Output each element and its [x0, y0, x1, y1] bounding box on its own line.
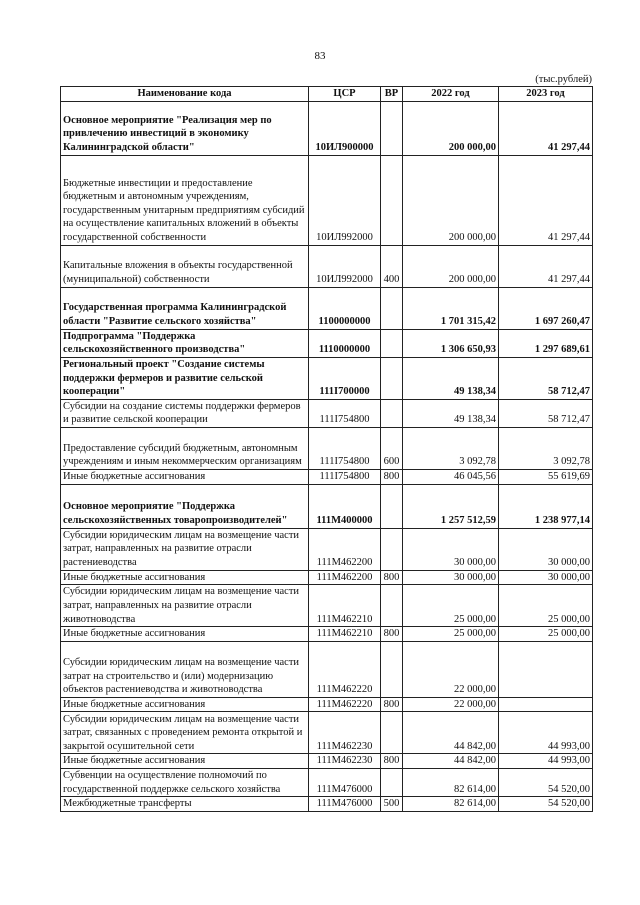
row-csr: 111М462210 — [309, 585, 381, 627]
row-name: Субвенции на осуществление полномочий по государственной поддержке сельского хозяйства — [61, 768, 309, 796]
col-header-2023: 2023 год — [499, 87, 593, 102]
table-row — [61, 768, 593, 796]
row-csr: 111М462200 — [309, 570, 381, 585]
row-value-2023: 30 000,00 — [499, 528, 593, 570]
table-row — [61, 697, 593, 712]
row-value-2023: 1 238 977,14 — [499, 484, 593, 528]
col-header-csr: ЦСР — [309, 87, 381, 102]
row-value-2022: 200 000,00 — [403, 155, 499, 245]
table-row — [61, 585, 593, 627]
row-value-2022: 30 000,00 — [403, 570, 499, 585]
row-name: Капитальные вложения в объекты государственной (муниципальной) собственности — [61, 245, 309, 287]
table-row — [61, 245, 593, 287]
row-vr — [381, 101, 403, 155]
row-value-2023: 54 520,00 — [499, 797, 593, 812]
table-row — [61, 329, 593, 357]
row-name: Предоставление субсидий бюджетным, автономным учреждениям и иным некоммерческим организациям — [61, 427, 309, 469]
row-csr: 111М462200 — [309, 528, 381, 570]
page-number: 83 — [314, 50, 326, 62]
row-csr: 111М400000 — [309, 484, 381, 528]
row-name: Бюджетные инвестиции и предоставление бюджетным и автономным учреждениям, государственным унитарным предприятиям субсидий на осуществление капитальных вложений в объекты государственной собственности — [61, 155, 309, 245]
row-value-2022: 82 614,00 — [403, 797, 499, 812]
table-row — [61, 357, 593, 399]
row-vr: 500 — [381, 797, 403, 812]
row-csr: 10ИЛ992000 — [309, 155, 381, 245]
table-body — [61, 101, 593, 811]
row-csr: 111I754800 — [309, 469, 381, 484]
row-value-2022: 22 000,00 — [403, 641, 499, 697]
row-name: Основное мероприятие "Реализация мер по привлечению инвестиций в экономику Калининградской области" — [61, 101, 309, 155]
row-value-2023: 25 000,00 — [499, 585, 593, 627]
table-header-row — [61, 87, 593, 102]
row-name: Иные бюджетные ассигнования — [61, 570, 309, 585]
row-value-2022: 49 138,34 — [403, 357, 499, 399]
row-value-2023: 25 000,00 — [499, 627, 593, 642]
row-vr — [381, 528, 403, 570]
col-header-2022: 2022 год — [403, 87, 499, 102]
row-value-2023: 44 993,00 — [499, 712, 593, 754]
row-vr: 400 — [381, 245, 403, 287]
row-vr: 600 — [381, 427, 403, 469]
row-csr: 1100000000 — [309, 287, 381, 329]
row-vr — [381, 641, 403, 697]
table-row — [61, 287, 593, 329]
row-value-2022: 25 000,00 — [403, 585, 499, 627]
row-name: Региональный проект "Создание системы поддержки фермеров и развитие сельской кооперации" — [61, 357, 309, 399]
row-vr: 800 — [381, 570, 403, 585]
row-name: Иные бюджетные ассигнования — [61, 754, 309, 769]
row-value-2022: 82 614,00 — [403, 768, 499, 796]
row-vr — [381, 287, 403, 329]
row-csr: 111М476000 — [309, 797, 381, 812]
table-row — [61, 570, 593, 585]
col-header-name: Наименование кода — [61, 87, 309, 102]
row-value-2022: 30 000,00 — [403, 528, 499, 570]
row-name: Государственная программа Калининградской области "Развитие сельского хозяйства" — [61, 287, 309, 329]
row-value-2022: 44 842,00 — [403, 754, 499, 769]
row-vr — [381, 768, 403, 796]
row-csr: 111М462220 — [309, 641, 381, 697]
row-vr — [381, 329, 403, 357]
row-csr: 111М476000 — [309, 768, 381, 796]
table-row — [61, 469, 593, 484]
table-row — [61, 484, 593, 528]
row-value-2022: 1 701 315,42 — [403, 287, 499, 329]
row-value-2023: 1 697 260,47 — [499, 287, 593, 329]
row-value-2022: 1 257 512,59 — [403, 484, 499, 528]
table-row — [61, 627, 593, 642]
row-value-2022: 25 000,00 — [403, 627, 499, 642]
row-csr: 111М462210 — [309, 627, 381, 642]
row-value-2023: 1 297 689,61 — [499, 329, 593, 357]
row-value-2023: 41 297,44 — [499, 245, 593, 287]
row-csr: 10ИЛ992000 — [309, 245, 381, 287]
row-vr — [381, 399, 403, 427]
row-value-2023: 41 297,44 — [499, 101, 593, 155]
row-vr: 800 — [381, 469, 403, 484]
row-name: Иные бюджетные ассигнования — [61, 627, 309, 642]
row-value-2022: 44 842,00 — [403, 712, 499, 754]
row-vr: 800 — [381, 627, 403, 642]
row-vr: 800 — [381, 697, 403, 712]
row-name: Субсидии юридическим лицам на возмещение части затрат, направленных на развитие отрасли растениеводства — [61, 528, 309, 570]
table-row — [61, 101, 593, 155]
row-value-2022: 200 000,00 — [403, 101, 499, 155]
row-name: Основное мероприятие "Поддержка сельскохозяйственных товаропроизводителей" — [61, 484, 309, 528]
row-name: Субсидии на создание системы поддержки фермеров и развитие сельской кооперации — [61, 399, 309, 427]
row-csr: 1110000000 — [309, 329, 381, 357]
row-value-2023: 58 712,47 — [499, 399, 593, 427]
row-name: Межбюджетные трансферты — [61, 797, 309, 812]
row-name: Подпрограмма "Поддержка сельскохозяйственного производства" — [61, 329, 309, 357]
row-name: Иные бюджетные ассигнования — [61, 697, 309, 712]
row-csr: 111I754800 — [309, 427, 381, 469]
row-name: Субсидии юридическим лицам на возмещение части затрат на строительство и (или) модернизацию объектов растениеводства и животноводства — [61, 641, 309, 697]
row-vr — [381, 155, 403, 245]
table-row — [61, 155, 593, 245]
table-row — [61, 797, 593, 812]
row-name: Субсидии юридическим лицам на возмещение части затрат, направленных на развитие отрасли животноводства — [61, 585, 309, 627]
row-csr: 10ИЛ900000 — [309, 101, 381, 155]
row-value-2022: 46 045,56 — [403, 469, 499, 484]
row-value-2023: 3 092,78 — [499, 427, 593, 469]
row-vr — [381, 712, 403, 754]
budget-table — [60, 86, 593, 812]
row-value-2023: 41 297,44 — [499, 155, 593, 245]
row-vr — [381, 357, 403, 399]
row-value-2023: 58 712,47 — [499, 357, 593, 399]
row-csr: 111М462230 — [309, 754, 381, 769]
col-header-vr: ВР — [381, 87, 403, 102]
row-csr: 111I700000 — [309, 357, 381, 399]
row-value-2022: 200 000,00 — [403, 245, 499, 287]
row-csr: 111I754800 — [309, 399, 381, 427]
row-value-2023: 55 619,69 — [499, 469, 593, 484]
row-csr: 111М462220 — [309, 697, 381, 712]
row-value-2022: 3 092,78 — [403, 427, 499, 469]
table-row — [61, 399, 593, 427]
row-csr: 111М462230 — [309, 712, 381, 754]
table-row — [61, 427, 593, 469]
row-value-2023: 44 993,00 — [499, 754, 593, 769]
row-value-2023: 30 000,00 — [499, 570, 593, 585]
row-value-2023 — [499, 641, 593, 697]
row-vr: 800 — [381, 754, 403, 769]
row-value-2023: 54 520,00 — [499, 768, 593, 796]
row-name: Субсидии юридическим лицам на возмещение части затрат, связанных с проведением ремонта открытой и закрытой осушительной сети — [61, 712, 309, 754]
row-value-2022: 49 138,34 — [403, 399, 499, 427]
units-label: (тыс.рублей) — [535, 74, 592, 85]
row-vr — [381, 585, 403, 627]
row-vr — [381, 484, 403, 528]
row-value-2023 — [499, 697, 593, 712]
row-value-2022: 1 306 650,93 — [403, 329, 499, 357]
table-row — [61, 528, 593, 570]
table-row — [61, 712, 593, 754]
table-row — [61, 641, 593, 697]
table-row — [61, 754, 593, 769]
row-value-2022: 22 000,00 — [403, 697, 499, 712]
row-name: Иные бюджетные ассигнования — [61, 469, 309, 484]
